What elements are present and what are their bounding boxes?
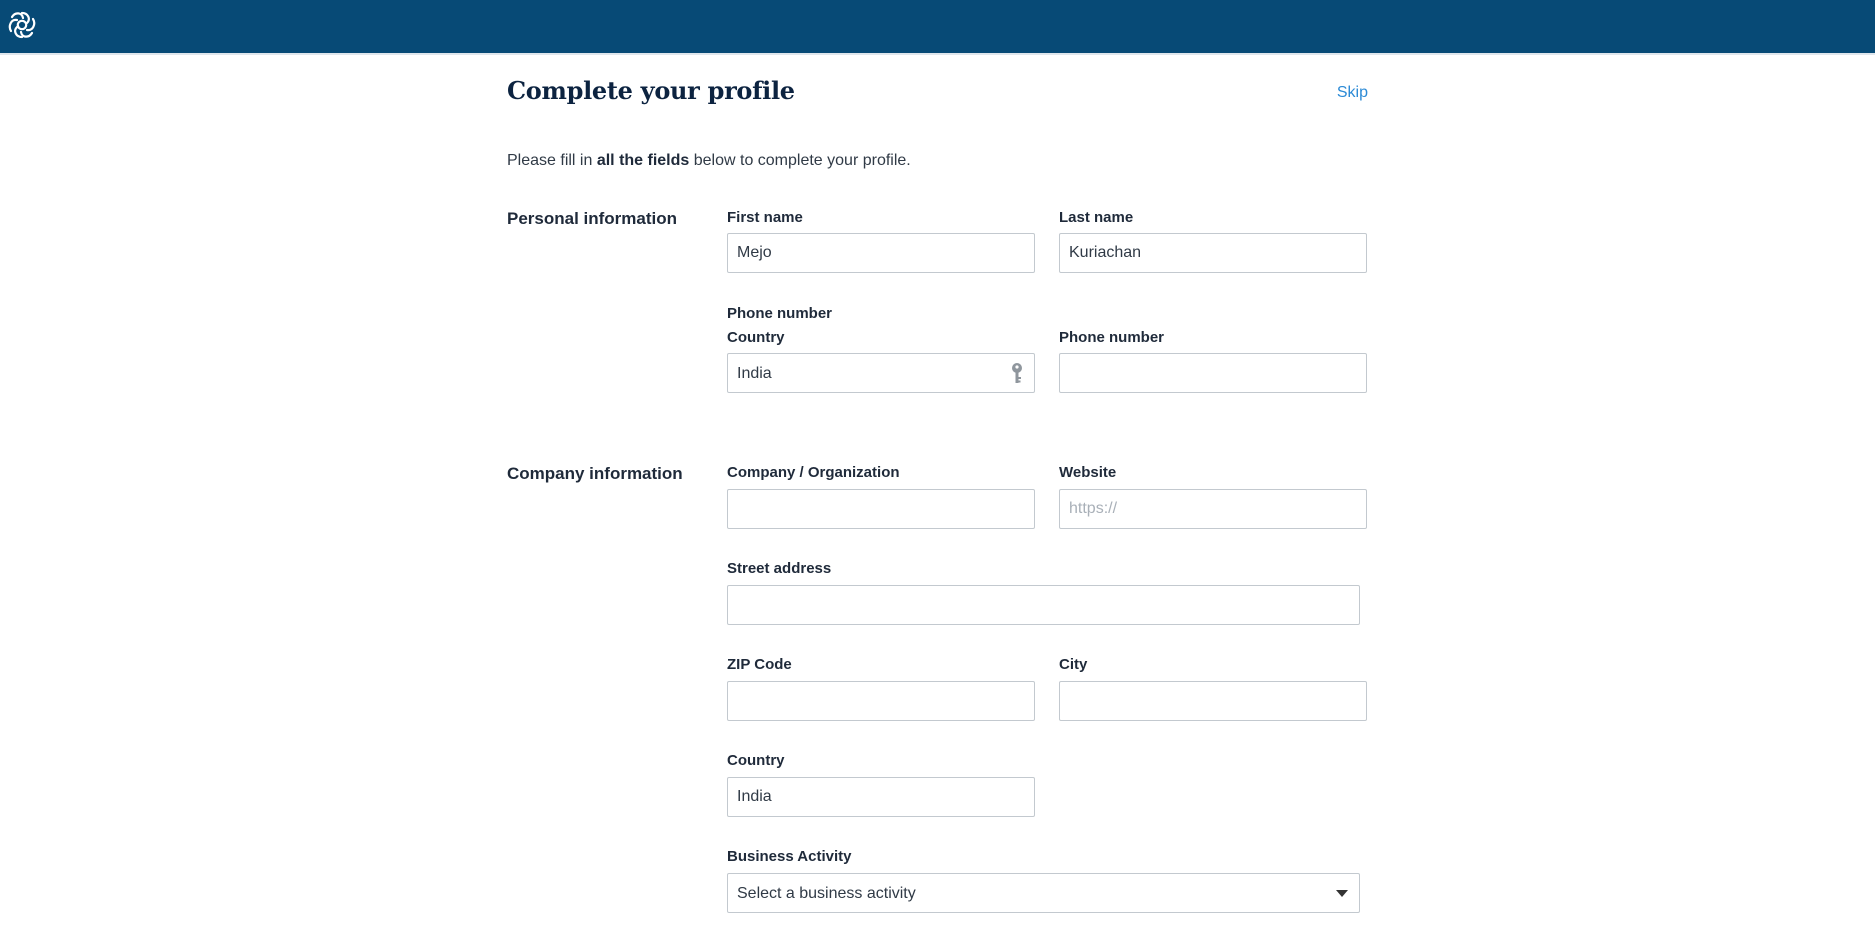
business-activity-value: Select a business activity (737, 885, 916, 902)
company-information-heading: Company information (507, 464, 683, 483)
website-input[interactable] (1059, 489, 1367, 529)
last-name-input[interactable] (1059, 233, 1367, 273)
phone-number-input[interactable] (1059, 353, 1367, 393)
company-country-input[interactable] (727, 777, 1035, 817)
page-title: Complete your profile (507, 76, 795, 105)
company-input[interactable] (727, 489, 1035, 529)
company-country-label: Country (727, 752, 785, 769)
zip-code-label: ZIP Code (727, 656, 792, 673)
website-label: Website (1059, 464, 1117, 481)
intro-suffix: below to complete your profile. (689, 152, 911, 169)
top-navigation-bar (0, 0, 1875, 53)
last-name-label: Last name (1059, 209, 1134, 226)
intro-emphasis: all the fields (596, 152, 690, 169)
street-address-label: Street address (727, 560, 832, 577)
chevron-down-icon (1336, 890, 1348, 897)
intro-prefix: Please fill in (507, 152, 597, 169)
sendinblue-swirl-icon[interactable] (6, 9, 38, 41)
key-icon (1010, 362, 1024, 386)
phone-number-group-label: Phone number (727, 305, 833, 322)
zip-code-input[interactable] (727, 681, 1035, 721)
company-label: Company / Organization (727, 464, 900, 481)
business-activity-select[interactable] (727, 873, 1360, 913)
phone-country-label: Country (727, 329, 785, 346)
phone-country-select[interactable] (727, 353, 1035, 393)
city-label: City (1059, 656, 1088, 673)
street-address-input[interactable] (727, 585, 1360, 625)
phone-country-value: India (737, 365, 772, 382)
skip-link[interactable]: Skip (1336, 84, 1368, 101)
phone-number-label: Phone number (1059, 329, 1165, 346)
first-name-label: First name (727, 209, 803, 226)
intro-text (507, 152, 911, 170)
first-name-input[interactable] (727, 233, 1035, 273)
city-input[interactable] (1059, 681, 1367, 721)
business-activity-label: Business Activity (727, 848, 852, 865)
personal-information-heading: Personal information (507, 209, 678, 228)
